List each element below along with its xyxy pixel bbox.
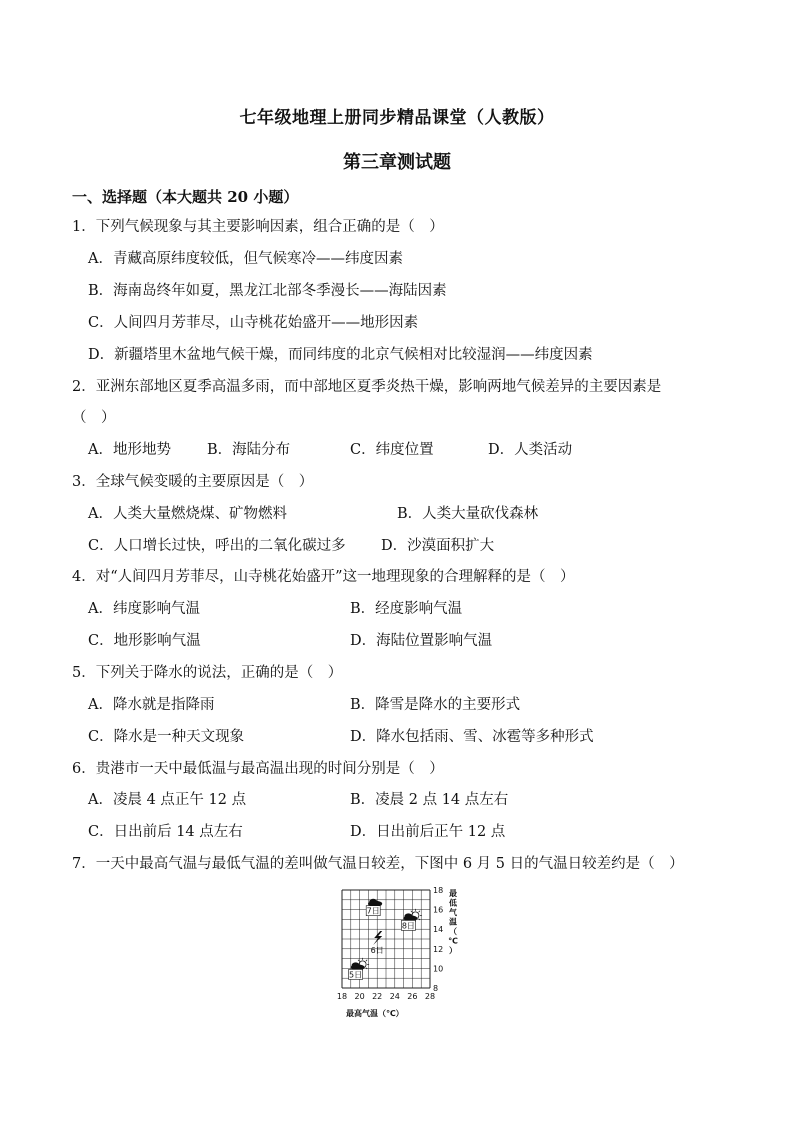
question-4-option-a: A．纬度影响气温: [88, 601, 200, 617]
question-1-option-b: B．海南岛终年如夏，黑龙江北部冬季漫长——海陆因素: [88, 283, 447, 299]
question-2-stem: 2．亚洲东部地区夏季高温多雨，而中部地区夏季炎热干燥，影响两地气候差异的主要因素是: [72, 379, 662, 395]
question-2-option-c: C．纬度位置: [350, 442, 434, 458]
question-4-option-b: B．经度影响气温: [350, 601, 463, 617]
question-5-option-a: A．降水就是指降雨: [88, 697, 215, 713]
data-label: 8日: [401, 921, 415, 931]
question-4-stem: 4．对“人间四月芳菲尽，山寺桃花始盛开”这一地理现象的合理解释的是（ ）: [72, 569, 575, 585]
y-axis-label-char: （: [449, 927, 457, 936]
y-axis-label-char: ）: [449, 946, 457, 955]
question-7-stem: 7．一天中最高气温与最低气温的差叫做气温日较差，下图中 6 月 5 日的气温日较差约是（ ）: [72, 856, 684, 872]
x-tick-label: 28: [424, 992, 436, 1001]
y-tick-label: 16: [433, 905, 444, 915]
page-title: 七年级地理上册同步精品课堂（人教版）: [239, 108, 555, 128]
question-3-option-a: A．人类大量燃烧煤、矿物燃料: [88, 506, 287, 522]
question-5-option-c: C．降水是一种天文现象: [88, 729, 245, 745]
y-tick-label: 18: [433, 886, 444, 895]
data-point: [349, 958, 370, 980]
question-6-option-b: B．凌晨 2 点 14 点左右: [350, 792, 509, 808]
section-heading: 一、选择题（本大题共 20 小题）: [72, 188, 299, 206]
y-tick-label: 12: [433, 944, 444, 954]
question-3-stem: 3．全球气候变暖的主要原因是（ ）: [72, 474, 314, 490]
y-axis-label-char: ℃: [448, 936, 458, 946]
partly-cloudy-sun-icon: [351, 958, 370, 971]
y-axis-label-char: 气: [449, 908, 457, 917]
thunderstorm-icon: [373, 931, 382, 945]
x-axis-label: 最高气温（℃）: [346, 1009, 404, 1018]
question-4-option-c: C．地形影响气温: [88, 633, 201, 649]
x-tick-label: 24: [389, 992, 400, 1001]
question-1-option-d: D．新疆塔里木盆地气候干燥，而同纬度的北京气候相对比较湿润——纬度因素: [88, 347, 593, 363]
y-tick-label: 10: [433, 964, 444, 974]
question-3-option-c: C．人口增长过快，呼出的二氧化碳过多: [88, 538, 346, 554]
question-5-option-b: B．降雪是降水的主要形式: [350, 697, 521, 713]
y-axis-label-char: 温: [449, 917, 457, 927]
data-label: 6日: [370, 946, 384, 955]
question-2-option-a: A．地形地势: [88, 442, 171, 458]
question-3-option-d: D．沙漠面积扩大: [381, 538, 495, 554]
y-tick-label: 8: [433, 984, 439, 993]
question-5-stem: 5．下列关于降水的说法，正确的是（ ）: [72, 665, 343, 681]
question-1-option-c: C．人间四月芳菲尽，山寺桃花始盛开——地形因素: [88, 315, 419, 331]
x-tick-label: 26: [407, 992, 418, 1001]
question-2-option-b: B．海陆分布: [207, 442, 291, 458]
y-axis-label-char: 低: [449, 898, 457, 908]
data-label: 5日: [349, 970, 363, 980]
question-5-option-d: D．降水包括雨、雪、冰雹等多种形式: [350, 729, 594, 745]
x-tick-label: 18: [336, 992, 348, 1001]
data-point: [401, 909, 422, 931]
y-axis-label-char: 最: [449, 889, 457, 898]
y-tick-label: 14: [433, 925, 444, 935]
x-tick-label: 20: [354, 992, 365, 1001]
question-6-option-d: D．日出前后正午 12 点: [350, 824, 506, 840]
y-axis-label: [448, 888, 458, 955]
question-1-stem: 1．下列气候现象与其主要影响因素，组合正确的是（ ）: [72, 219, 444, 235]
question-2-stem-cont: （ ）: [72, 410, 116, 426]
question-6-stem: 6．贵港市一天中最低温与最高温出现的时间分别是（ ）: [72, 761, 444, 777]
question-2-option-d: D．人类活动: [488, 442, 573, 458]
x-tick-label: 22: [372, 992, 383, 1001]
question-3-option-b: B．人类大量砍伐森林: [397, 506, 539, 522]
temperature-chart: [320, 880, 470, 1020]
data-label: 7日: [366, 906, 380, 916]
question-1-option-a: A．青藏高原纬度较低，但气候寒冷——纬度因素: [88, 251, 403, 267]
question-6-option-a: A．凌晨 4 点正午 12 点: [88, 792, 247, 808]
question-4-option-d: D．海陆位置影响气温: [350, 633, 493, 649]
chapter-title: 第三章测试题: [343, 152, 451, 173]
question-6-option-c: C．日出前后 14 点左右: [88, 824, 243, 840]
